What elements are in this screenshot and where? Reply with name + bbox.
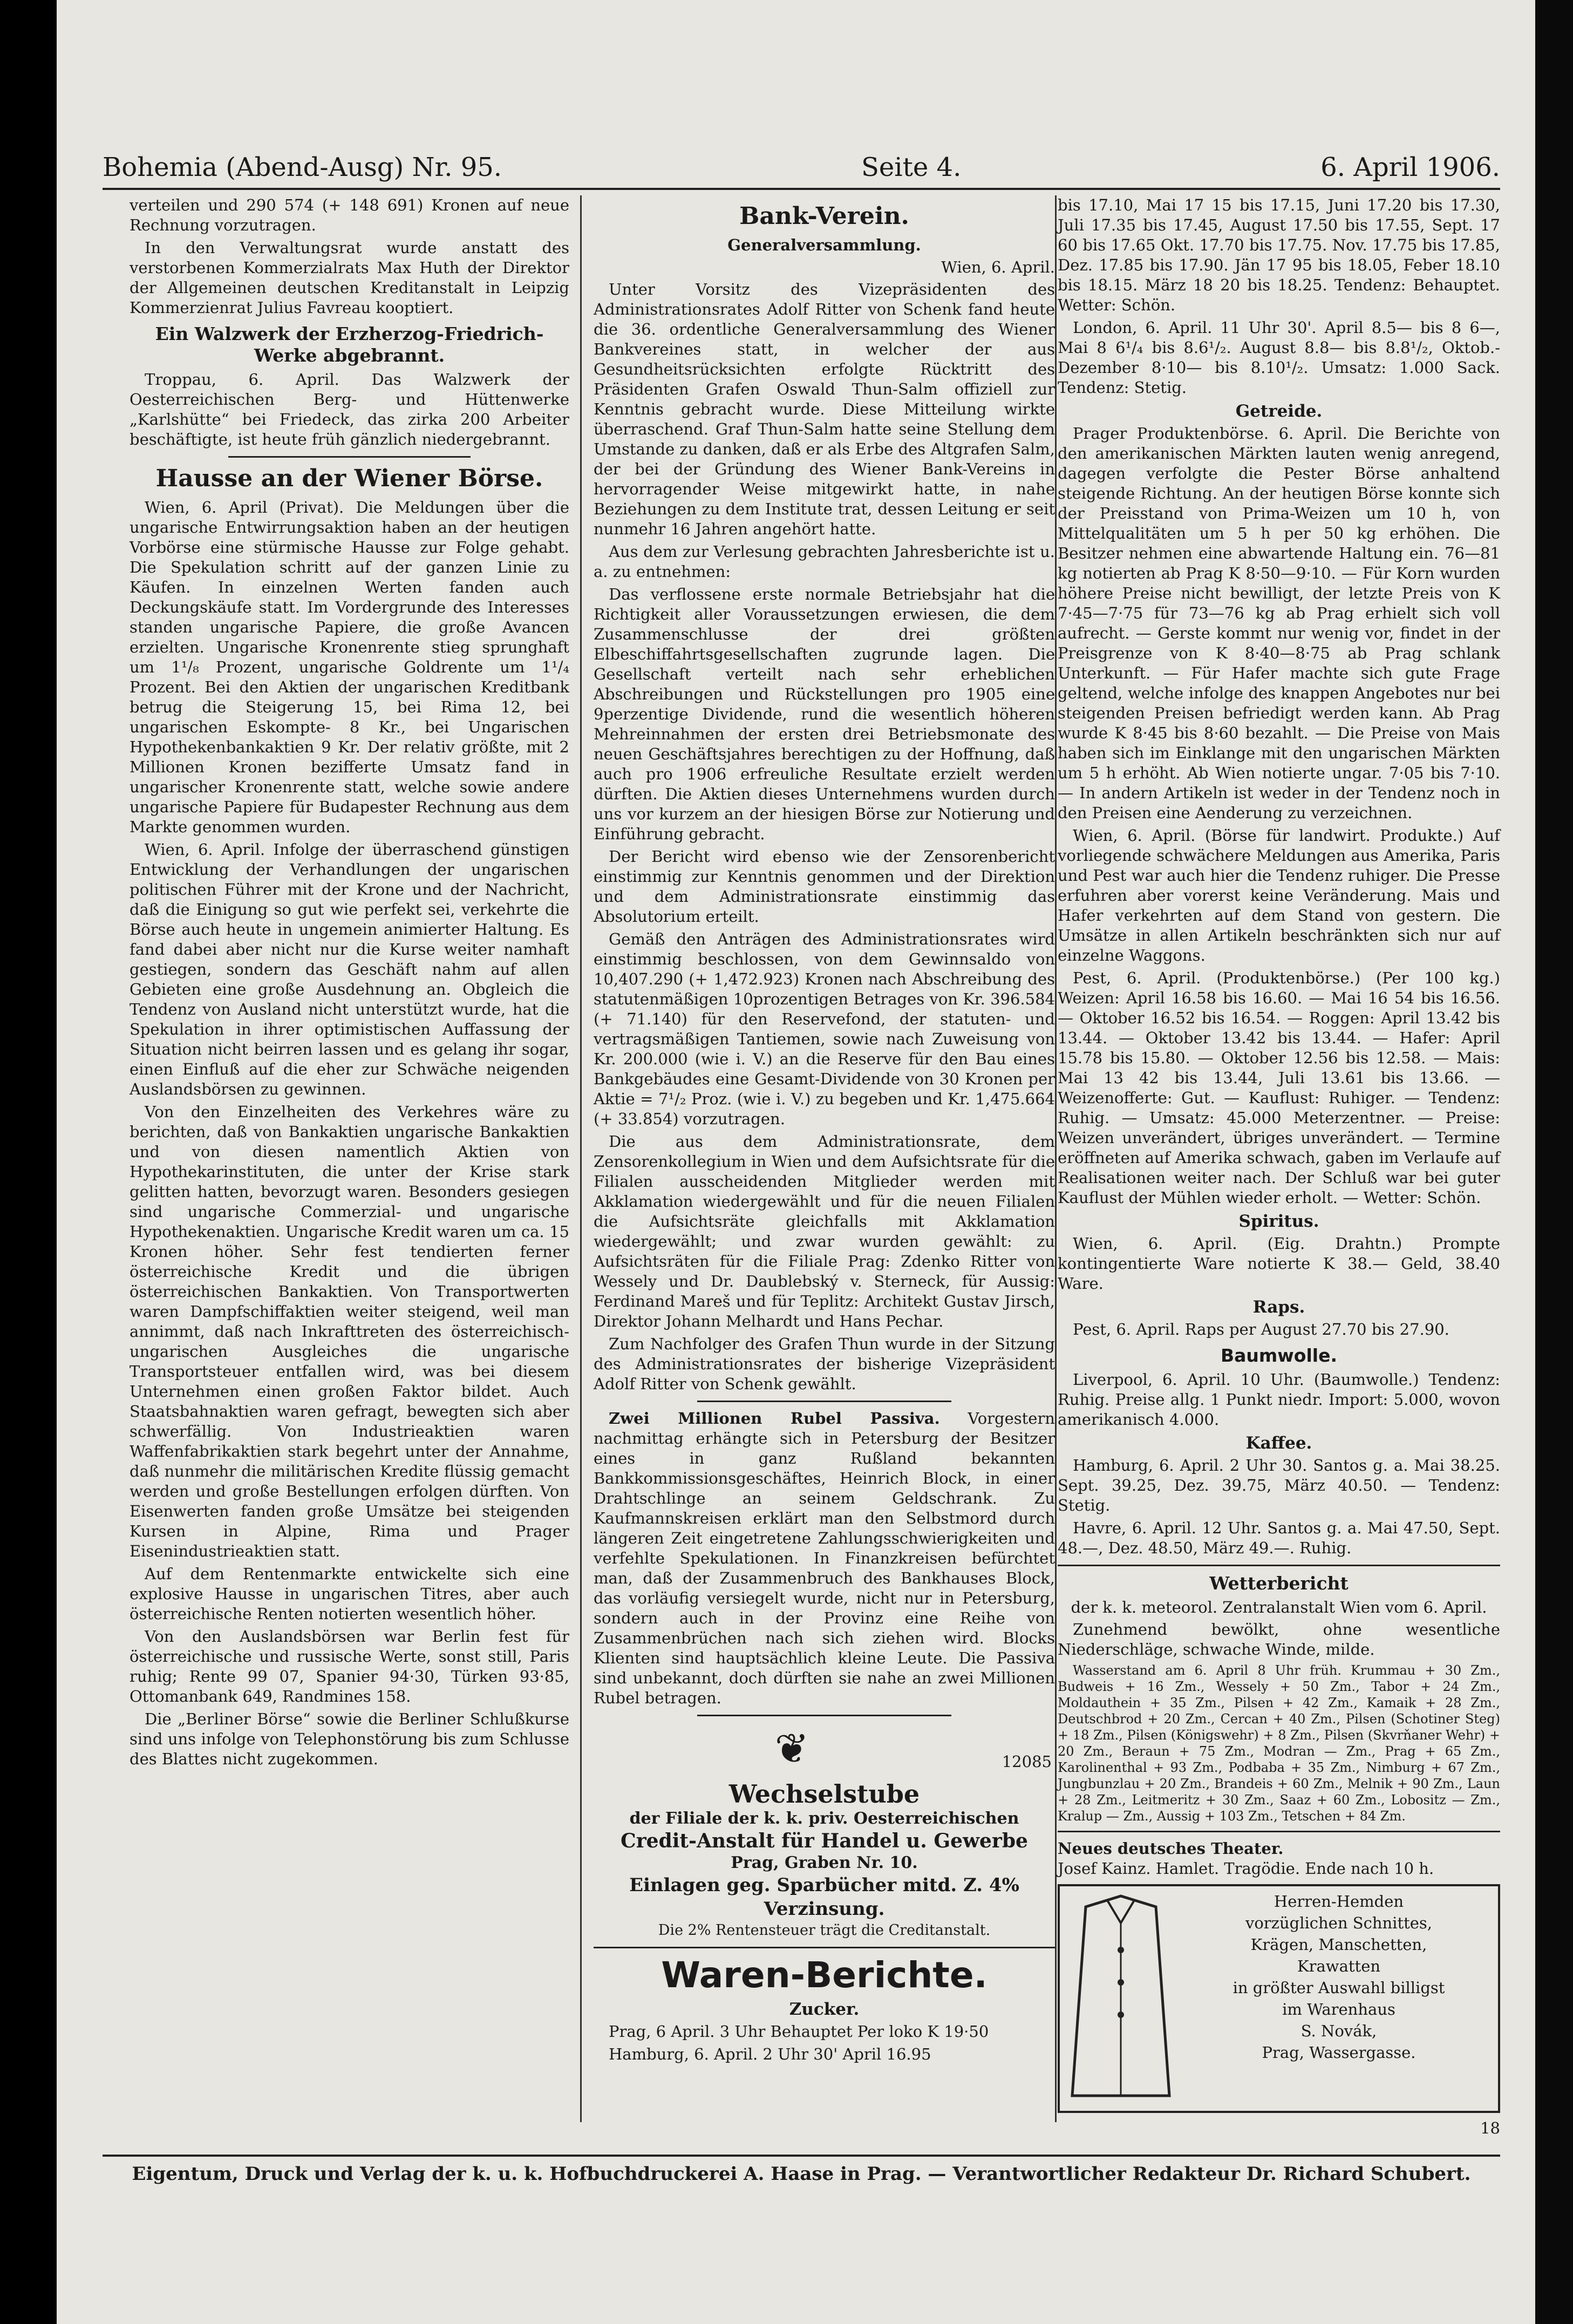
ad-line: in größter Auswahl billigst — [1232, 1979, 1445, 1997]
section-title-warenberichte: Waren-Berichte. — [661, 1954, 988, 1996]
section-title-spiritus: Spiritus. — [1238, 1212, 1319, 1231]
section-title-wetter: Wetterbericht — [1209, 1573, 1349, 1594]
dateline: Wien, 6. April. — [941, 258, 1055, 276]
ad-text — [1184, 1891, 1494, 2106]
article-paragraph: Zum Nachfolger des Grafen Thun wurde in der Sitzung des Administrationsrates der bisherige Vizepräsident Adolf Ritter von Schenk gewählt. — [594, 1335, 1055, 1393]
article-paragraph: Gemäß den Anträgen des Administrationsrates wird einstimmig beschlossen, von dem Gewinnsaldo von 10,407.290 (+ 1,472.923) Kronen nach Abschreibung des statutenmäßigen 10prozentigen Betrages von Kr. 396.584 (+ 71.140) für den Reservefond, der statuten- und vertragsmäßigen Tantiemen, sowie nach Zuweisung von Kr. 200.000 (wie i. V.) an die Reserve für den Bau eines Bankgebäudes eine Gesamt-Dividende von 30 Kronen per Aktie = 7¹/₂ Proz. (wie i. V.) zu begeben und Kr. 1,475.664 (+ 33.854) vorzutragen. — [594, 930, 1055, 1128]
article-body-walzwerk: Troppau, 6. April. Das Walzwerk der Oesterreichischen Berg- und Hüttenwerke „Karlshütte“ bei Friedeck, das zirka 200 Arbeiter beschäftigte, ist heute früh gänzlich niedergebrannt. — [130, 370, 569, 449]
article-subtitle: Generalversammlung. — [727, 236, 921, 254]
section-title-getreide: Getreide. — [1235, 402, 1323, 421]
ad-line: Herren-Hemden — [1274, 1892, 1404, 1911]
shirt-icon — [1064, 1891, 1177, 2106]
article-title-rubel: Zwei Millionen Rubel Passiva. — [609, 1409, 940, 1428]
market-report: Prager Produktenbörse. 6. April. Die Berichte von den amerikanischen Märkten lauten wenig anregend, dagegen verfolgte die Pester Börse anhaltend steigende Richtung. An der heutigen Börse konnte sich der Preisstand von Prima-Weizen um 10 h, von Mittelqualitäten um 5 h per 50 kg erhöhen. Die Besitzer nehmen eine abwartende Haltung ein. 76—81 kg notierten ab Prag K 8·50—9·10. — Für Korn wurden höhere Preise nicht bewilligt, der letzte Preis von K 7·45—7·75 für 73—76 kg ab Prag erhielt sich voll aufrecht. — Gerste kommt nur wenig vor, findet in der Preisgrenze von K 8·40—8·75 ab Prag schlank Unterkunft. — Für Hafer machte sich gute Frage geltend, welche infolge des knappen Angebotes nur bei steigenden Preisen befriedigt werden kann. Ab Prag wurde K 8·45 bis 8·60 bezahlt. — Die Preise von Mais haben sich im Einklange mit den ungarischen Märkten um 5 h erhöht. Ab Wien notierte ungar. 7·05 bis 7·10. — In andern Artikeln ist weder in der Tendenz noch in den Preisen eine Aenderung zu verzeichnen. — [1058, 424, 1500, 822]
column-1 — [130, 195, 569, 2122]
ad-line: Einlagen geg. Sparbücher mitd. Z. 4% Verzinsung. — [629, 1874, 1019, 1920]
article-title-hausse: Hausse an der Wiener Börse. — [155, 465, 543, 492]
article-paragraph: Von den Einzelheiten des Verkehres wäre zu berichten, daß von Bankaktien ungarische Bankaktien und von diesen namentlich Aktien von Hypothekarinstituten, die unter der Krise stark gelitten hatten, bevorzugt waren. Besonders gesiegen sind ungarische Commerzial- und ungarische Hypothekenaktien. Ungarische Kredit waren um ca. 15 Kronen höher. Sehr fest tendierten ferner österreichische Kredit und die übrigen österreichischen Bankaktien. Von Transportwerten waren Dampfschiffaktien weiter steigend, weil man annimmt, daß nach Inkrafttreten des österreichisch-ungarischen Ausgleiches die ungarische Transportsteuer entfallen wird, was bei diesem Unternehmen einen großen Faktor bildet. Auch Staatsbahnaktien waren gefragt, bewegten sich aber schwerfällig. Von Industrieaktien waren Waffenfabrikaktien stark begehrt unter der Annahme, daß nunmehr die militärischen Kredite flüssig gemacht werden und große Bestellungen erfolgen dürften. Von Eisenwerten fanden große Umsätze bei steigenden Kursen in Alpine, Rima und Prager Eisenindustrieaktien statt. — [130, 1103, 569, 1560]
section-divider — [1058, 1565, 1500, 1566]
article-paragraph: Die aus dem Administrationsrate, dem Zensorenkollegium in Wien und dem Aufsichtsrate für die Filialen ausscheidenden Mitglieder werden mit Akklamation wiedergewählt und für die neuen Filialen die Aufsichtsräte gleichfalls mit Akklamation wiedergewählt; und zwar wurden gewählt: zu Aufsichtsräten für die Filiale Prag: Zdenko Ritter von Wessely und Dr. Daublebský v. Sterneck, für Aussig: Ferdinand Mareš und für Teplitz: Architekt Gustav Jirsch, Direktor Johann Melhardt und Hans Pechar. — [594, 1132, 1055, 1330]
ad-line: Prag, Wassergasse. — [1262, 2043, 1416, 2062]
eagle-icon: ❦ — [774, 1724, 809, 1772]
column-3 — [1058, 195, 1500, 2137]
weather-report: Zunehmend bewölkt, ohne wesentliche Niederschläge, schwache Winde, milde. — [1058, 1620, 1500, 1659]
ad-number: 12085 — [1002, 1752, 1052, 1771]
section-title-zucker: Zucker. — [789, 2000, 860, 2019]
wetter-subtitle: der k. k. meteorol. Zentralanstalt Wien vom 6. April. — [1071, 1598, 1487, 1616]
header-masthead: Bohemia (Abend-Ausg) Nr. 95. — [103, 152, 502, 182]
section-divider — [594, 1947, 1055, 1948]
ad-line: der Filiale der k. k. priv. Oesterreichischen — [629, 1809, 1019, 1828]
market-report: Hamburg, 6. April. 2 Uhr 30. Santos g. a. Mai 38.25. Sept. 39.25, Dez. 39.75, März 40.50. — Tendenz: Stetig. — [1058, 1456, 1500, 1514]
section-title-raps: Raps. — [1252, 1297, 1305, 1317]
advertisement-shirts — [1058, 1884, 1500, 2113]
theater-title: Neues deutsches Theater. — [1058, 1839, 1284, 1858]
section-divider — [697, 1715, 951, 1716]
ad-line: Die 2% Rentensteuer trägt die Creditanstalt. — [658, 1922, 991, 1939]
ad-line: Krägen, Manschetten, — [1250, 1935, 1427, 1954]
ad-line: im Warenhaus — [1282, 2000, 1395, 2019]
section-divider — [228, 456, 470, 458]
market-report: Liverpool, 6. April. 10 Uhr. (Baumwolle.) Tendenz: Ruhig. Preise allg. 1 Punkt niedr. Import: 5.000, wovon amerikanisch 4.000. — [1058, 1370, 1500, 1429]
theater-program: Josef Kainz. Hamlet. Tragödie. Ende nach 10 h. — [1058, 1859, 1434, 1878]
market-report: Prag, 6 April. 3 Uhr Behauptet Per loko K 19·50 — [609, 2022, 989, 2041]
article-paragraph: Von den Auslandsbörsen war Berlin fest für österreichische und russische Werte, sonst still, Paris ruhig; Rente 99 07, Spanier 94·30, Türken 93·85, Ottomanbank 649, Randmines 158. — [130, 1627, 569, 1705]
ad-line: Prag, Graben Nr. 10. — [731, 1853, 918, 1872]
article-paragraph: Wien, 6. April (Privat). Die Meldungen über die ungarische Entwirrungsaktion haben an der heutigen Vorbörse eine stürmische Hausse zur Folge gehabt. Die Spekulation schritt auf der ganzen Linie zu Käufen. In einzelnen Werten fanden auch Deckungskäufe statt. Im Vordergrunde des Interesses standen ungarische Papiere, die große Avancen erzielten. Ungarische Kronenrente stieg sprunghaft um 1¹/₈ Prozent, ungarische Goldrente um 1¹/₄ Prozent. Bei den Aktien der ungarischen Kreditbank betrug die Steigerung 15, bei Rima 12, bei ungarischen Eskompte- 8 Kr., bei Ungarischen Hypothekenbankaktien 9 Kr. Der relativ größte, mit 2 Millionen Kronen bezifferte Umsatz fand in ungarischer Kronenrente statt, welche sowie andere ungarische Papiere für Budapester Rechnung aus dem Markte genommen wurden. — [130, 498, 569, 836]
article-body-rubel: Vorgestern nachmittag erhängte sich in Petersburg der Besitzer eines in ganz Rußland bekannten Bankkommissionsgeschäftes, Heinrich Block, in einer Drahtschlinge an seinem Geldschrank. Zu Kaufmannskreisen erklärt man den Selbstmord durch längeren Zeit eingetretene Zahlungsschwierigkeiten und verfehlte Spekulationen. In Finanzkreisen befürchtet man, daß der Zusammenbruch des Bankhauses Block, das vorläufig versiegelt wurde, nicht nur in Petersburg, sondern auch in der Provinz eine Reihe von Zusammenbrüchen nach sich ziehen wird. Blocks Klienten sind hauptsächlich kleine Leute. Die Passiva sind unbekannt, doch dürften sie nahe an zwei Millionen Rubel betragen. — [594, 1409, 1055, 1707]
article-paragraph: Wien, 6. April. Infolge der überraschend günstigen Entwicklung der Verhandlungen der ungarischen politischen Führer mit der Krone und der Nachricht, daß die Einigung so gut wie perfekt sei, verkehrte die Börse auch heute in ungemein animierter Haltung. Es fand dabei aber nicht nur die Kurse weiter namhaft gestiegen, sondern das Geschäft nahm auf allen Gebieten eine große Ausdehnung an. Obgleich die Tendenz von Ausland nicht unterstützt wurde, hat die Spekulation in ihrer optimistischen Auffassung der Situation nicht beirren lassen und es gelang ihr sogar, einen Einfluß auf die eher zur Schwäche neigenden Auslandsbörsen zu gewinnen. — [130, 840, 569, 1098]
column-rule-2 — [1055, 195, 1057, 2122]
article-title-bankverein: Bank-Verein. — [739, 202, 909, 230]
theater-notice — [1058, 1839, 1500, 1879]
article-paragraph: Unter Vorsitz des Vizepräsidenten des Administrationsrates Adolf Ritter von Schenk fand heute die 36. ordentliche Generalversammlung des Wiener Bankvereines statt, in welcher der aus Gesundheitsrücksichten erfolgte Rücktritt des Präsidenten Grafen Oswald Thun-Salm offiziell zur Kenntnis gebracht wurde. Diese Mitteilung wirkte überraschend. Graf Thun-Salm hatte seine Stellung dem Umstande zu danken, daß er als Erbe des Altgrafen Salm, der bei der Gründung des Wiener Bank-Vereins in hervorragender Weise mitgewirkt hatte, in nahe Beziehungen zu dem Institute trat, dessen Leitung er seit nunmehr 16 Jahren angehört hatte. — [594, 280, 1055, 538]
market-report: Wien, 6. April. (Börse für landwirt. Produkte.) Auf vorliegende schwächere Meldungen aus Amerika, Paris und Pest war auch hier die Tendenz ruhiger. Die Presse erfuhren aber vorerst keine Veränderung. Mais und Hafer verkehrten auf dem Stand von gestern. Die Umsätze in allen Artikeln beschränkten sich nur auf einzelne Waggons. — [1058, 826, 1500, 964]
column-2 — [594, 195, 1055, 2122]
ad-line: Credit-Anstalt für Handel u. Gewerbe — [621, 1830, 1028, 1852]
column-rule-1 — [580, 195, 582, 2122]
ad-line: Krawatten — [1297, 1957, 1381, 1975]
article-paragraph: Der Bericht wird ebenso wie der Zensorenbericht einstimmig zur Kenntnis genommen und der Direktion und dem Administrationsrate einstimmig das Absolutorium erteilt. — [594, 847, 1055, 926]
ad-number: 18 — [1480, 2119, 1500, 2137]
section-title-baumwolle: Baumwolle. — [1221, 1345, 1337, 1366]
intro-paragraph: verteilen und 290 574 (+ 148 691) Kronen auf neue Rechnung vorzutragen. — [130, 196, 569, 234]
section-divider — [697, 1401, 951, 1402]
market-report: Pest, 6. April. (Produktenbörse.) (Per 100 kg.) Weizen: April 16.58 bis 16.60. — Mai 16 54 bis 16.56. — Oktober 16.52 bis 16.54. — Roggen: April 13.42 bis 13.44. — Oktober 13.42 bis 13.44. — Hafer: April 15.78 bis 15.80. — Oktober 12.56 bis 12.58. — Mais: Mai 13 42 bis 13.44, Juli 13.61 bis 13.66. — Weizenofferte: Gut. — Kauflust: Ruhiger. — Tendenz: Ruhig. — Umsatz: 45.000 Meterzentner. — Preise: Weizen unverändert, übriges unverändert. — Termine eröffneten auf Amerika schwach, gaben im Verlaufe auf Realisationen weiter nach. Der Schluß war bei guter Kauflust der Mühlen wieder erholt. — Wetter: Schön. — [1058, 969, 1500, 1207]
article-paragraph: Die „Berliner Börse“ sowie die Berliner Schlußkurse sind uns infolge von Telephonstörung bis zum Schlusse des Blattes nicht zugekommen. — [130, 1710, 569, 1768]
advertisement-emblem — [594, 1723, 1055, 1774]
market-report: Havre, 6. April. 12 Uhr. Santos g. a. Mai 47.50, Sept. 48.—, Dez. 48.50, März 49.—. Ruhig. — [1058, 1519, 1500, 1557]
ad-headline: Wechselstube — [728, 1779, 920, 1809]
ad-line: vorzüglichen Schnittes, — [1245, 1914, 1433, 1932]
article-paragraph: Aus dem zur Verlesung gebrachten Jahresberichte ist u. a. zu entnehmen: — [594, 542, 1055, 581]
scan-edge — [1535, 0, 1573, 2324]
market-report: Hamburg, 6. April. 2 Uhr 30' April 16.95 — [609, 2045, 931, 2063]
page-header — [103, 145, 1500, 190]
water-levels: Wasserstand am 6. April 8 Uhr früh. Krummau + 30 Zm., Budweis + 16 Zm., Wessely + 50 Zm., Tabor + 24 Zm., Moldauthein + 35 Zm., Pilsen + 42 Zm., Kamaik + 28 Zm., Deutschbrod + 20 Zm., Cercan + 40 Zm., Pilsen (Schotiner Steg) + 18 Zm., Pilsen (Königswehr) + 8 Zm., Pilsen (Skvrňaner Wehr) + 20 Zm., Beraun + 75 Zm., Modran — Zm., Prag + 65 Zm., Karolinenthal + 93 Zm., Podbaba + 35 Zm., Nimburg + 67 Zm., Jungbunzlau + 20 Zm., Brandeis + 60 Zm., Melnik + 90 Zm., Laun + 28 Zm., Leitmeritz + 30 Zm., Saaz + 60 Zm., Lobositz — Zm., Kralup — Zm., Aussig + 103 Zm., Tetschen + 84 Zm. — [1058, 1663, 1500, 1824]
market-report: Wien, 6. April. (Eig. Drahtn.) Prompte kontingentierte Ware notierte K 38.— Geld, 38.40 Ware. — [1058, 1234, 1500, 1293]
intro-paragraph: In den Verwaltungsrat wurde anstatt des verstorbenen Kommerzialrats Max Huth der Direktor der Allgemeinen deutschen Kreditanstalt in Leipzig Kommerzienrat Julius Favreau kooptiert. — [130, 239, 569, 317]
market-report: bis 17.10, Mai 17 15 bis 17.15, Juni 17.20 bis 17.30, Juli 17.35 bis 17.45, August 17.50 bis 17.55, Sept. 17 60 bis 17.65 Okt. 17.70 bis 17.75. Nov. 17.75 bis 17.85, Dez. 17.85 bis 17.90. Jän 17 95 bis 18.05, Feber 18.10 bis 18.15. März 18 20 bis 18.25. Tendenz: Behauptet. Wetter: Schön. — [1058, 196, 1500, 314]
market-report: London, 6. April. 11 Uhr 30'. April 8.5— bis 8 6—, Mai 8 6¹/₄ bis 8.6¹/₂. August 8.8— bis 8.8¹/₂, Oktob.-Dezember 8·10— bis 8.10¹/₂. Umsatz: 1.000 Sack. Tendenz: Stetig. — [1058, 318, 1500, 397]
article-paragraph: Auf dem Rentenmarkte entwickelte sich eine explosive Hausse in ungarischen Titres, aber auch österreichische Renten notierten wesentlich höher. — [130, 1565, 569, 1623]
section-title-kaffee: Kaffee. — [1245, 1433, 1312, 1453]
article-rubel — [594, 1409, 1055, 1708]
header-page-number: Seite 4. — [861, 152, 962, 182]
ad-line: S. Novák, — [1300, 2022, 1377, 2040]
market-report: Pest, 6. April. Raps per August 27.70 bis 27.90. — [1073, 1320, 1449, 1338]
section-divider — [1058, 1831, 1500, 1832]
article-paragraph: Das verflossene erste normale Betriebsjahr hat die Richtigkeit aller Voraussetzungen erwiesen, die dem Zusammenschlusse der drei größten Elbeschiffahrtsgesellschaften zugrunde lagen. Die Gesellschaft verteilt nach sehr erheblichen Abschreibungen und Rückstellungen pro 1905 eine 9perzentige Dividende, rund die wesentlich höheren Mehreinnahmen der ersten drei Betriebsmonate des neuen Geschäftsjahres berechtigen zu der Hoffnung, daß auch pro 1906 erfreuliche Resultate erzielt werden dürften. Die Aktien dieses Unternehmens wurden durch uns vor kurzem an der hiesigen Börse zur Notierung und Einführung gebracht. — [594, 585, 1055, 843]
header-date: 6. April 1906. — [1320, 152, 1500, 182]
article-title-walzwerk: Ein Walzwerk der Erzherzog-Friedrich-Werke abgebrannt. — [155, 323, 544, 366]
imprint-footer: Eigentum, Druck und Verlag der k. u. k. Hofbuchdruckerei A. Haase in Prag. — Verantwortlicher Redakteur Dr. Richard Schubert. — [103, 2155, 1500, 2185]
